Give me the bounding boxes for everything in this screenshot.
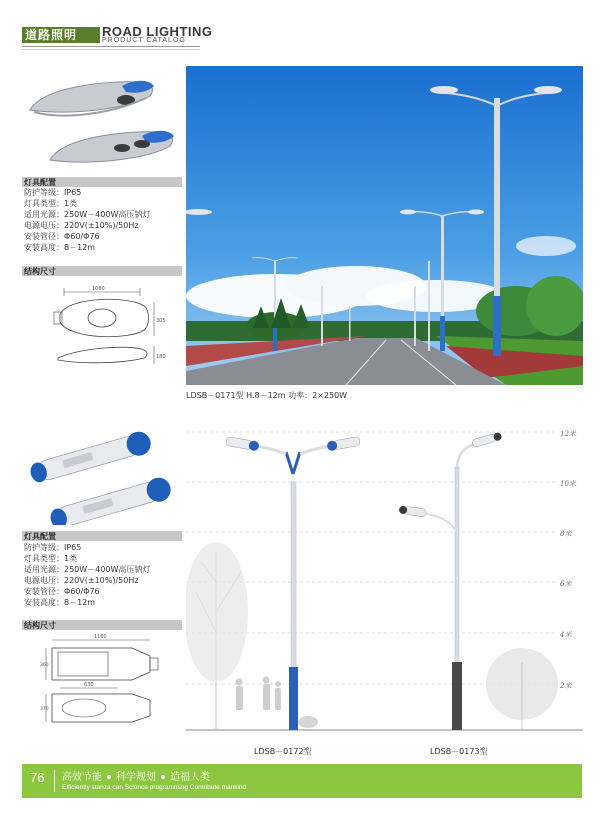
lamp-product-image-0172 <box>22 425 182 525</box>
spec-item: 防护等级：IP65 <box>24 543 82 552</box>
spec-item: 电源电压：220V(±10%)/50Hz <box>24 221 139 230</box>
dim-label: 630 <box>84 682 94 688</box>
slogan: 科学规划 <box>116 772 156 783</box>
product-caption-0172: LDSB－0172型 <box>254 747 312 756</box>
dim-label: 360 <box>40 663 49 668</box>
scale-label: 12米 <box>560 430 576 438</box>
footer-slogans-english: Efficiently stanza can Science programming Contribute mankind <box>62 784 247 791</box>
product-caption-0171: LDSB－0171型 H.8－12m 功率：2×250W <box>186 391 348 400</box>
spec-item: 灯具类型：1类 <box>24 199 78 208</box>
scale-label: 2米 <box>560 682 572 690</box>
footer-divider <box>54 770 55 792</box>
bullet-dot <box>107 775 111 779</box>
dim-label: 1080 <box>92 286 105 292</box>
catalog-subtitle: PRODUCT CATALOG <box>102 37 186 44</box>
dim-label: 1160 <box>94 634 107 640</box>
slogan: 高效节能 <box>62 772 102 783</box>
page-number: 76 <box>30 770 45 785</box>
dimension-drawing-0171 <box>40 282 170 372</box>
scale-label: 6米 <box>560 580 572 588</box>
structure-heading: 结构尺寸 <box>22 620 182 630</box>
product-caption-0173: LDSB－0173型 <box>430 747 488 756</box>
spec-item: 适用光源：250W－400W高压钠灯 <box>24 565 151 574</box>
header-rule <box>22 46 200 47</box>
spec-item: 防护等级：IP65 <box>24 188 82 197</box>
spec-item: 安装高度：8－12m <box>24 598 96 607</box>
spec-item: 安装管径：Φ60/Φ76 <box>24 587 100 596</box>
config-heading: 灯具配置 <box>22 531 182 541</box>
dim-label: 370 <box>40 707 49 712</box>
lamp-product-image-0171 <box>22 68 182 173</box>
scale-label: 10米 <box>560 480 576 488</box>
spec-item: 安装高度：8－12m <box>24 243 96 252</box>
catalog-title: ROAD LIGHTING <box>102 24 213 39</box>
street-photo <box>186 66 583 385</box>
footer-slogans <box>62 768 210 783</box>
spec-list <box>24 187 150 253</box>
header-rule <box>22 49 200 50</box>
config-heading: 灯具配置 <box>22 177 182 187</box>
slogan: 造福人类 <box>170 772 210 783</box>
scale-label: 4米 <box>560 631 572 639</box>
elevation-drawing <box>186 412 583 742</box>
spec-item: 灯具类型：1类 <box>24 554 78 563</box>
spec-item: 安装管径：Φ60/Φ76 <box>24 232 100 241</box>
spec-list <box>24 542 150 608</box>
logo-badge: 道路照明 <box>22 27 100 43</box>
structure-heading: 结构尺寸 <box>22 266 182 276</box>
spec-item: 适用光源：250W－400W高压钠灯 <box>24 210 151 219</box>
dim-label: 305 <box>156 318 166 324</box>
bullet-dot <box>161 775 165 779</box>
scale-label: 8米 <box>560 530 572 538</box>
spec-item: 电源电压：220V(±10%)/50Hz <box>24 576 139 585</box>
dim-label: 180 <box>156 354 166 360</box>
dimension-drawing-0172 <box>40 634 170 728</box>
